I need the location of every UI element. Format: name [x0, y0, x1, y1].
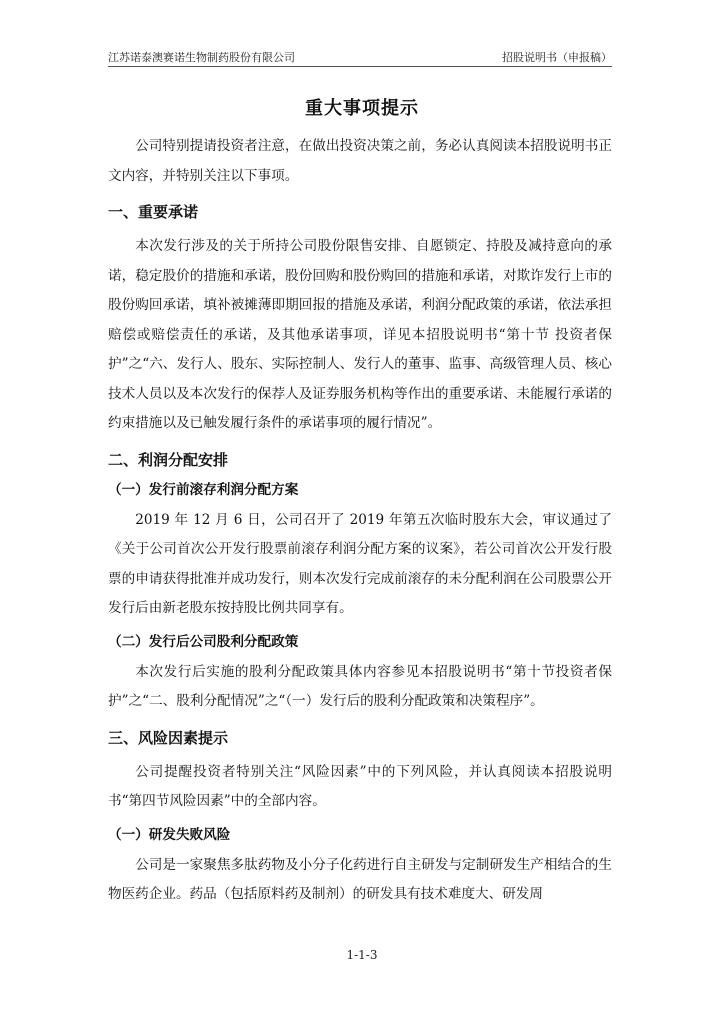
page-header: [108, 46, 612, 66]
pre-issue-profit-paragraph: 2019 年 12 月 6 日，公司召开了 2019 年第五次临时股东大会，审议通过了《关于公司首次公开发行股票前滚存利润分配方案的议案》，若公司首次公开发行股票的申请获得批准并成功发行，则本次发行完成前滚存的未分配利润在公司股票公开发行后由新老股东按持股比例共同享有。: [108, 511, 612, 616]
header-company-name: 江苏诺泰澳赛诺生物制药股份有限公司: [108, 51, 295, 64]
page-number: 1-1-3: [346, 948, 378, 962]
page-title: 重大事项提示: [305, 98, 419, 119]
commitments-paragraph: 本次发行涉及的关于所持公司股份限售安排、自愿锁定、持股及减持意向的承诺，稳定股价的措施和承诺，股份回购和股份购回的措施和承诺，对欺诈发行上市的股份购回承诺，填补被摊薄即期回报的措施及承诺，利润分配政策的承诺，依法承担赔偿或赔偿责任的承诺，及其他承诺事项，详见本招股说明书“第十节 投资者保护”之“六、发行人、股东、实际控制人、发行人的董事、监事、高级管理人员、核心技术人员以及本次发行的保荐人及证券服务机构等作出的重要承诺、未能履行承诺的约束措施以及已触发履行条件的承诺事项的履行情况”。: [108, 238, 612, 431]
section-heading-profit-distribution: 二、利润分配安排: [108, 450, 229, 469]
subsection-heading-pre-issue-profit: （一）发行前滚存利润分配方案: [108, 481, 299, 498]
subsection-heading-rd-failure-risk: （一）研发失败风险: [108, 826, 231, 843]
section-heading-risk-factors: 三、风险因素提示: [108, 728, 229, 747]
document-body: [108, 132, 612, 910]
rd-failure-risk-paragraph: 公司是一家聚焦多肽药物及小分子化药进行自主研发与定制研发生产相结合的生物医药企业。药品（包括原料药及制剂）的研发具有技术难度大、研发周: [108, 856, 612, 902]
risk-factors-paragraph: 公司提醒投资者特别关注“风险因素”中的下列风险，并认真阅读本招股说明书“第四节风险因素”中的全部内容。: [108, 763, 612, 809]
header-document-type: 招股说明书（申报稿）: [502, 51, 612, 64]
subsection-heading-dividend-policy: （二）发行后公司股利分配政策: [108, 633, 299, 650]
intro-paragraph: 公司特别提请投资者注意，在做出投资决策之前，务必认真阅读本招股说明书正文内容，并特别关注以下事项。: [108, 138, 612, 184]
header-divider: [108, 66, 612, 67]
section-heading-commitments: 一、重要承诺: [108, 203, 199, 221]
dividend-policy-paragraph: 本次发行后实施的股利分配政策具体内容参见本招股说明书“第十节投资者保护”之“二、股利分配情况”之“（一）发行后的股利分配政策和决策程序”。: [108, 663, 612, 709]
